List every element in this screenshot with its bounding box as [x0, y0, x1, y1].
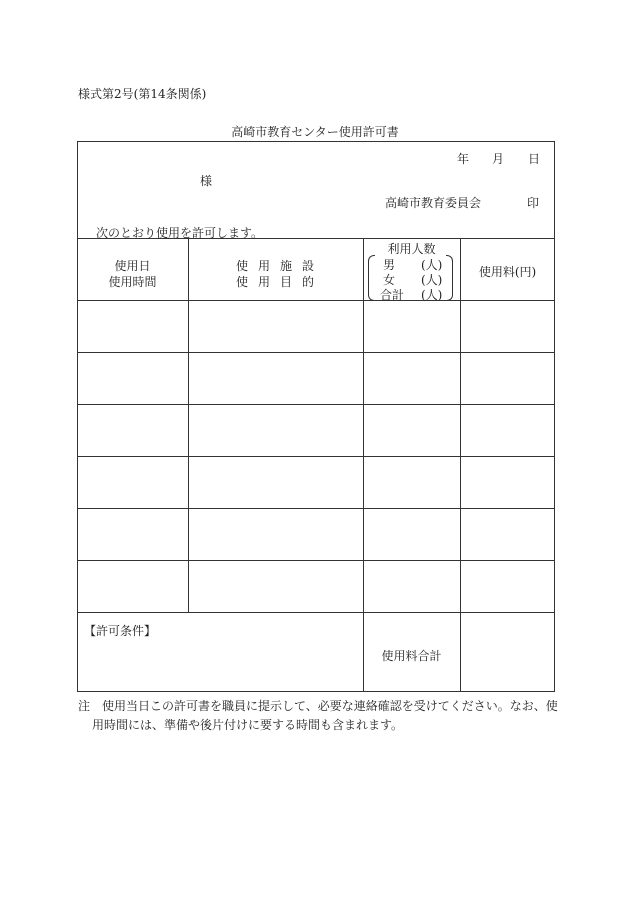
seal-mark: 印	[527, 196, 540, 210]
grid-line-h	[77, 404, 555, 405]
addressee-suffix: 様	[200, 174, 213, 188]
grid-line-v	[188, 238, 189, 612]
grid-line-h	[77, 508, 555, 509]
grid-line-h	[77, 352, 555, 353]
grid-line-h	[77, 612, 555, 613]
fee-total-label: 使用料合計	[381, 649, 442, 663]
header-fee: 使用料(円)	[478, 265, 537, 279]
document-title: 高崎市教育センター使用許可書	[231, 125, 399, 139]
date-year-label: 年	[457, 152, 470, 166]
intro-text: 次のとおり使用を許可します。	[96, 226, 264, 240]
header-usage-time: 使用時間	[108, 275, 157, 289]
right-brace	[446, 255, 453, 301]
date-month-label: 月	[492, 152, 505, 166]
header-purpose: 使用目的	[236, 275, 325, 289]
conditions-label: 【許可条件】	[84, 624, 157, 638]
grid-line-h	[77, 456, 555, 457]
header-facility: 使用施設	[236, 259, 325, 273]
female-unit: (人)	[421, 273, 443, 287]
left-brace	[368, 255, 375, 301]
grid-line-v	[460, 238, 461, 692]
total-unit: (人)	[421, 288, 443, 302]
grid-line-h	[77, 300, 555, 301]
grid-line-h	[77, 560, 555, 561]
grid-line-v	[363, 238, 364, 692]
note-line-1: 注 使用当日この許可書を職員に提示して、必要な連絡確認を受けてください。なお、使	[78, 699, 558, 713]
date-day-label: 日	[528, 152, 541, 166]
note-line-2: 用時間には、準備や後片付けに要する時間も含まれます。	[92, 718, 404, 732]
header-usage-date: 使用日	[114, 259, 151, 273]
header-male: 男	[383, 258, 396, 272]
header-total: 合計	[380, 288, 405, 302]
header-user-count: 利用人数	[387, 242, 436, 256]
issuer-name: 高崎市教育委員会	[385, 196, 482, 210]
male-unit: (人)	[421, 258, 443, 272]
form-number: 様式第2号(第14条関係)	[78, 87, 207, 101]
header-female: 女	[383, 273, 396, 287]
